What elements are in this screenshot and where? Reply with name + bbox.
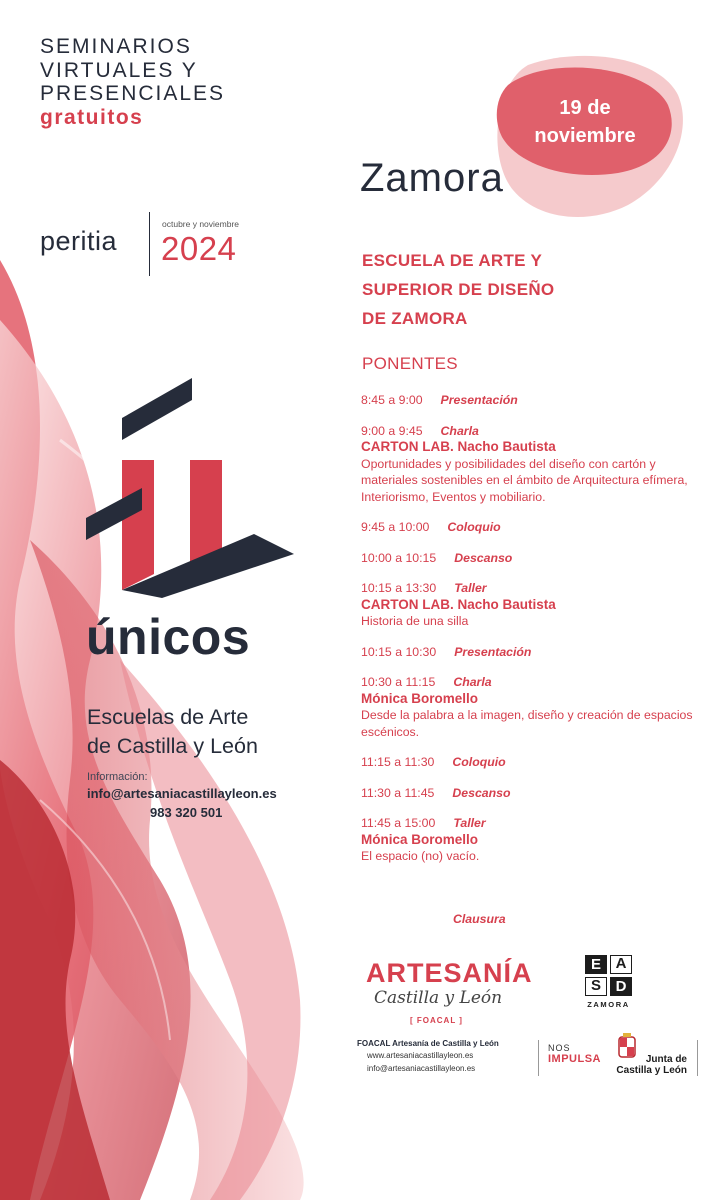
schedule-time: 11:45 a 15:00 (361, 816, 436, 830)
header-line: VIRTUALES Y (40, 58, 198, 82)
event-date (505, 94, 665, 150)
artesania-logo-main: ARTESANÍA (366, 958, 533, 988)
peritia-year: 2024 (161, 230, 237, 267)
impulsa-label: IMPULSA (548, 1053, 601, 1065)
schedule-item (361, 815, 701, 865)
schedule-item (361, 580, 701, 630)
schedule-kind: Presentación (454, 644, 532, 659)
artesania-logo-script: Castilla y León (374, 988, 503, 1008)
schedule-speaker: CARTON LAB. Nacho Bautista (361, 596, 556, 612)
venue-title-line: SUPERIOR DE DISEÑO (362, 280, 555, 299)
easd-logo (585, 955, 632, 1009)
event-header (40, 35, 225, 129)
easd-letter: D (610, 977, 632, 996)
schedule-item (361, 423, 701, 506)
schedule-time: 9:00 a 9:45 (361, 423, 423, 438)
footer-divider (697, 1040, 698, 1076)
schedule-description: Historia de una silla (361, 614, 469, 628)
contact-label: Información: (87, 771, 148, 783)
schedule-time: 8:45 a 9:00 (361, 393, 423, 407)
schedule-description: Desde la palabra a la imagen, diseño y creación de espacios escénicos. (361, 708, 693, 739)
easd-letter: E (585, 955, 607, 974)
schedule-time: 10:00 a 10:15 (361, 550, 437, 565)
schedule-description: Oportunidades y posibilidades del diseño con cartón y materiales sostenibles en el ámbito de Arquitectura efímera, Interiorismo, Eventos y mobiliario. (361, 456, 688, 504)
schedule-kind: Taller (454, 581, 487, 595)
nos-label: NOS (548, 1043, 571, 1053)
schedule-kind: Taller (453, 816, 486, 830)
artesania-logo-tag: [ FOACAL ] (410, 1016, 463, 1025)
easd-city: ZAMORA (587, 1000, 630, 1009)
schedule-kind: Charla (453, 675, 492, 689)
schedule-kind: Coloquio (447, 520, 501, 534)
schedule-time: 10:15 a 10:30 (361, 644, 437, 659)
event-date-month: noviembre (534, 125, 636, 147)
header-line: SEMINARIOS (40, 35, 192, 58)
schedule-kind: Descanso (454, 550, 513, 565)
schedule-item (361, 519, 701, 536)
peritia-logo (40, 212, 280, 278)
peritia-months: octubre y noviembre (162, 219, 240, 229)
schedule-list (361, 392, 701, 879)
jcyl-line: Castilla y León (616, 1065, 687, 1076)
schedule-kind: Descanso (452, 785, 511, 800)
brand-subtitle (87, 703, 258, 761)
schedule-kind: Charla (440, 423, 479, 438)
venue-title-line: ESCUELA DE ARTE Y (362, 251, 543, 270)
contact-email-link[interactable]: info@artesaniacastillayleon.es (87, 786, 277, 801)
speakers-heading: PONENTES (362, 354, 458, 373)
schedule-item (361, 674, 701, 740)
schedule-item (361, 785, 701, 802)
unicos-logo-mark (82, 378, 297, 598)
venue-title-line: DE ZAMORA (362, 309, 468, 328)
schedule-speaker: Mónica Boromello (361, 831, 479, 847)
header-line: PRESENCIALES (40, 82, 226, 105)
foacal-email-link[interactable]: info@artesaniacastillayleon.es (367, 1064, 476, 1073)
easd-letter: S (585, 977, 607, 996)
jcyl-logo-text (612, 1054, 687, 1076)
venue-title (362, 246, 554, 333)
schedule-kind: Presentación (440, 393, 518, 407)
brand-name: únicos (86, 609, 251, 665)
peritia-divider (149, 212, 150, 276)
schedule-item (361, 550, 701, 567)
jcyl-line: Junta de (645, 1054, 687, 1065)
schedule-speaker: Mónica Boromello (361, 690, 479, 706)
closing-label: Clausura (453, 912, 506, 926)
foacal-website-link[interactable]: www.artesaniacastillayleon.es (367, 1051, 474, 1060)
schedule-time: 10:30 a 11:15 (361, 675, 436, 689)
schedule-kind: Coloquio (452, 755, 506, 769)
schedule-time: 9:45 a 10:00 (361, 520, 430, 534)
schedule-item (361, 644, 701, 661)
event-date-day: 19 de (559, 97, 611, 119)
easd-letter: A (610, 955, 632, 974)
footer-divider (538, 1040, 539, 1076)
schedule-time: 10:15 a 13:30 (361, 581, 437, 595)
schedule-description: El espacio (no) vacío. (361, 849, 480, 863)
contact-phone: 983 320 501 (150, 805, 223, 820)
brand-subtitle-line: Escuelas de Arte (87, 705, 249, 729)
schedule-time: 11:15 a 11:30 (361, 755, 435, 769)
schedule-item (361, 392, 701, 409)
event-city: Zamora (360, 156, 504, 200)
header-free-label: gratuitos (40, 105, 144, 129)
schedule-speaker: CARTON LAB. Nacho Bautista (361, 439, 556, 454)
schedule-item (361, 754, 701, 771)
schedule-time: 11:30 a 11:45 (361, 785, 435, 800)
brand-subtitle-line: de Castilla y León (87, 734, 258, 758)
peritia-word: peritia (40, 226, 118, 256)
foacal-name: FOACAL Artesanía de Castilla y León (357, 1039, 499, 1048)
